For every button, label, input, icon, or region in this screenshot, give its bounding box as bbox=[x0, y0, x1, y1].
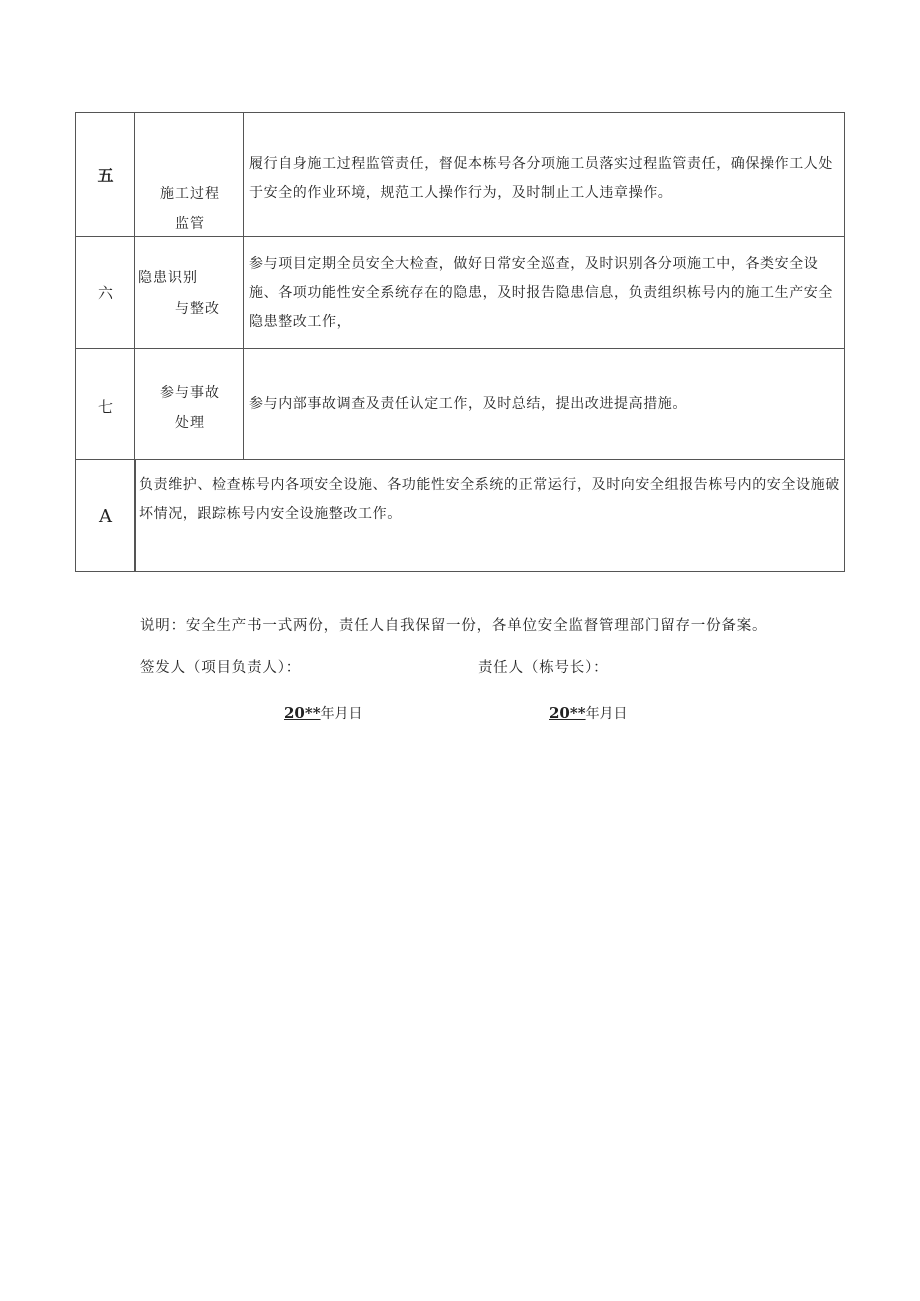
table-row bbox=[76, 460, 844, 571]
row-number: 五 bbox=[97, 166, 114, 185]
row-desc-cell bbox=[135, 460, 844, 571]
row-number-cell bbox=[76, 237, 135, 348]
row-name-line-1: 隐患识别 bbox=[138, 270, 198, 286]
responsibility-table bbox=[75, 112, 845, 572]
row-description: 履行自身施工过程监管责任，督促本栋号各分项施工员落实过程监管责任，确保操作工人处于安全的作业环境，规范工人操作行为，及时制止工人违章操作。 bbox=[249, 156, 833, 201]
row-number-cell bbox=[76, 113, 135, 236]
row-number: 七 bbox=[97, 398, 113, 416]
issuer-date-year: 20** bbox=[284, 704, 321, 722]
row-name-line-2: 与整改 bbox=[175, 301, 220, 317]
row-name-line-1: 参与事故 bbox=[160, 385, 220, 401]
row-desc-cell bbox=[244, 237, 844, 348]
responsible-date-year: 20** bbox=[549, 704, 586, 722]
footnote: 说明：安全生产书一式两份，责任人自我保留一份，各单位安全监督管理部门留存一份备案。 bbox=[140, 618, 768, 634]
row-description: 参与内部事故调查及责任认定工作，及时总结，提出改进提高措施。 bbox=[249, 396, 687, 412]
row-name-cell bbox=[135, 349, 244, 459]
row-number-cell bbox=[76, 349, 135, 459]
row-name-line-2: 处理 bbox=[175, 415, 205, 431]
row-number: 六 bbox=[97, 284, 113, 302]
issuer-date-suffix: 年月日 bbox=[320, 706, 363, 722]
row-name-cell bbox=[135, 237, 244, 348]
table-row bbox=[76, 237, 844, 349]
row-description: 负责维护、检查栋号内各项安全设施、各功能性安全系统的正常运行，及时向安全组报告栋号内的安全设施破坏情况，跟踪栋号内安全设施整改工作。 bbox=[139, 477, 840, 522]
row-number: A bbox=[99, 506, 112, 527]
table-row bbox=[76, 113, 844, 237]
row-desc-cell bbox=[244, 113, 844, 236]
row-name-line-1: 施工过程 bbox=[160, 186, 220, 202]
responsible-date bbox=[549, 703, 628, 723]
responsible-date-suffix: 年月日 bbox=[585, 706, 628, 722]
row-name-line-2: 监管 bbox=[175, 216, 205, 232]
responsible-label: 责任人（栋号长）： bbox=[478, 660, 609, 676]
issuer-label: 签发人（项目负责人）： bbox=[140, 660, 302, 676]
issuer-date bbox=[284, 703, 363, 723]
table-row bbox=[76, 349, 844, 460]
row-name-cell bbox=[135, 113, 244, 236]
row-number-cell bbox=[76, 460, 135, 571]
row-desc-cell bbox=[244, 349, 844, 459]
row-description: 参与项目定期全员安全大检查，做好日常安全巡查，及时识别各分项施工中，各类安全设施、各项功能性安全系统存在的隐患，及时报告隐患信息，负责组织栋号内的施工生产安全隐患整改工作， bbox=[249, 256, 833, 330]
